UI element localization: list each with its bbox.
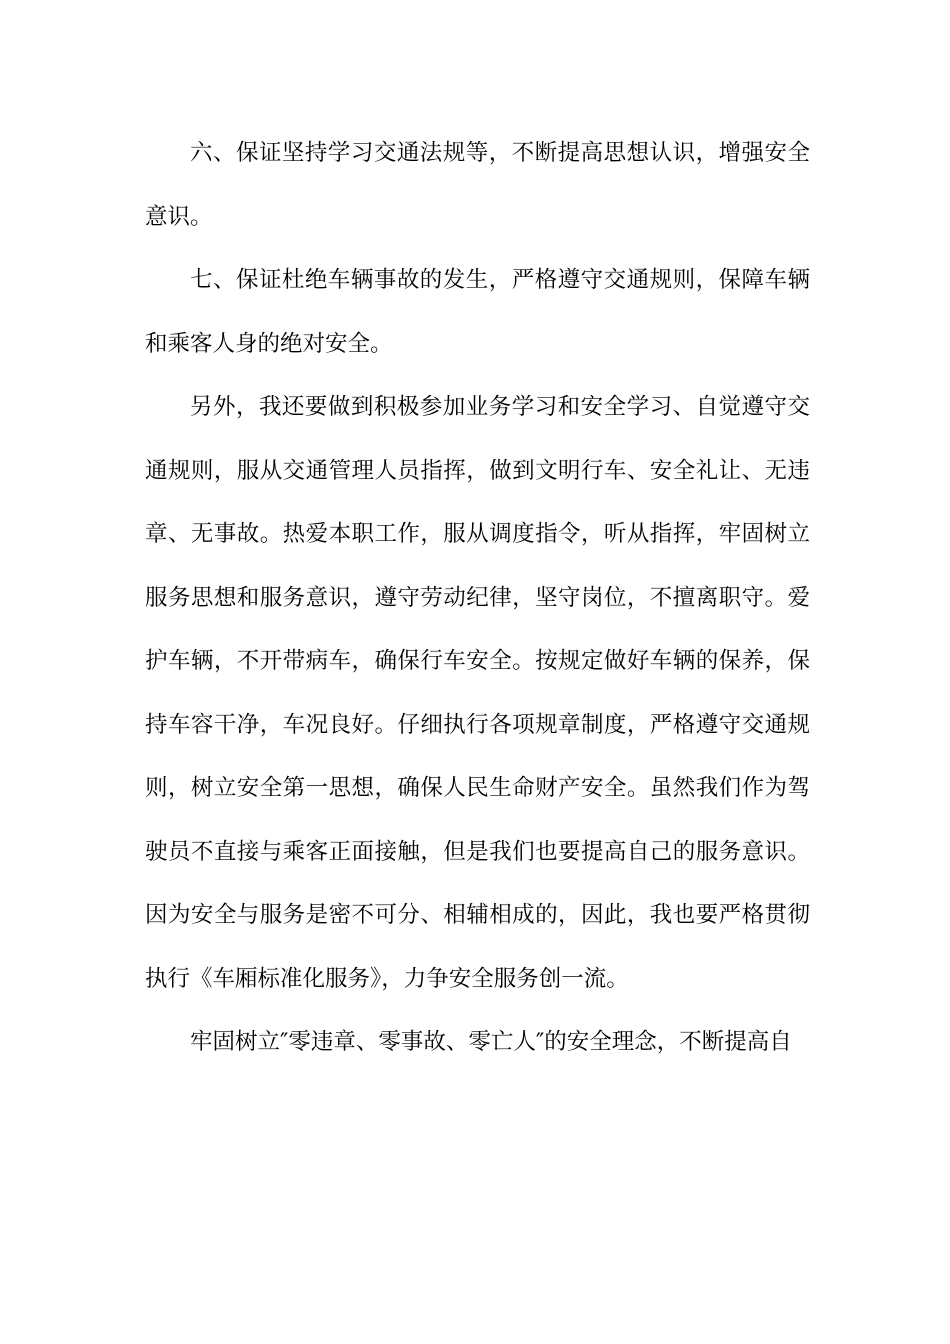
- paragraph-safety-concept: 牢固树立″零违章、零事故、零亡人″的安全理念，不断提高自: [190, 1029, 792, 1055]
- paragraph-additional-commitments: 另外，我还要做到积极参加业务学习和安全学习、自觉遵守交通规则，服从交通管理人员指挥，做到文明行车、安全礼让、无违章、无事故。热爱本职工作，服从调度指令，听从指挥，牢固树立服务思想和服务意识，遵守劳动纪律，坚守岗位，不擅离职守。爱护车辆，不开带病车，确保行车安全。按规定做好车辆的保养，保持车容干净，车况良好。仔细执行各项规章制度，严格遵守交通规则，树立安全第一思想，确保人民生命财产安全。虽然我们作为驾驶员不直接与乘客正面接触，但是我们也要提高自己的服务意识。因为安全与服务是密不可分、相辅相成的，因此，我也要严格贯彻执行《车厢标准化服务》，力争安全服务创一流。: [145, 394, 810, 992]
- paragraph-item-7: 七、保证杜绝车辆事故的发生，严格遵守交通规则，保障车辆和乘客人身的绝对安全。: [145, 267, 810, 357]
- paragraph-item-6: 六、保证坚持学习交通法规等，不断提高思想认识，增强安全意识。: [145, 140, 810, 230]
- document-body: [145, 122, 810, 1075]
